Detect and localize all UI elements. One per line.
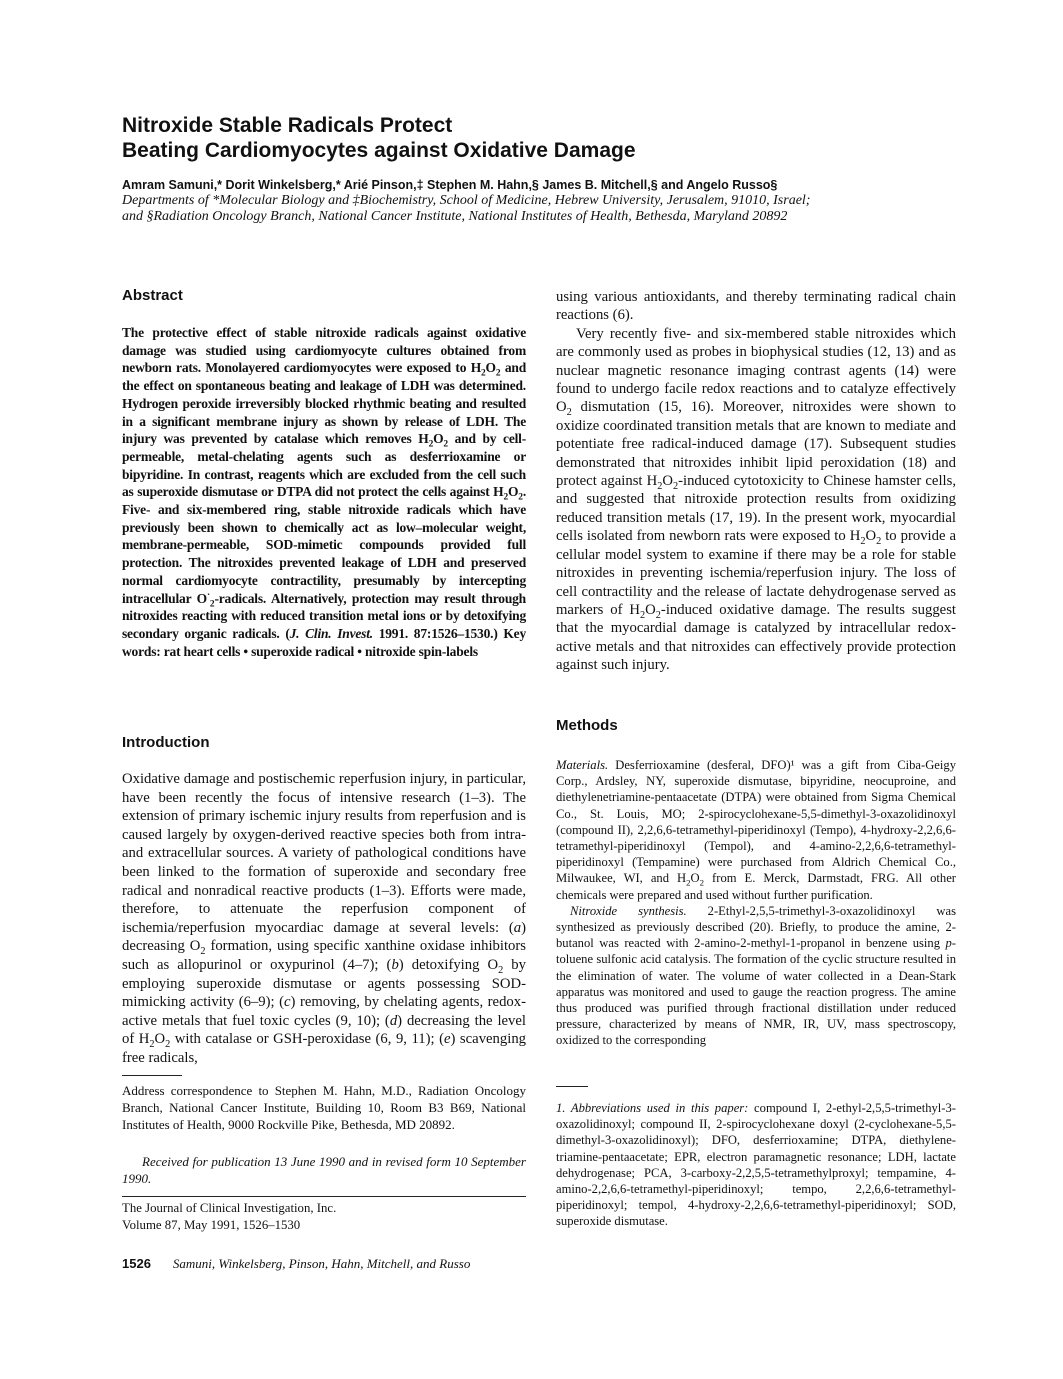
abstract-heading: Abstract [122, 287, 183, 304]
journal-volume: Volume 87, May 1991, 1526–1530 [122, 1218, 301, 1232]
methods-body [556, 757, 956, 1049]
affiliation-line-1: Departments of *Molecular Biology and ‡Biochemistry, School of Medicine, Hebrew University, Jerusalem, 91010, Israel; [122, 193, 811, 208]
paragraph-nitroxides: Very recently five- and six-membered stable nitroxides which are commonly used as probes in biophysical studies (12, 13) and as nuclear magnetic resonance imaging contrast agents (14) were found to undergo facile redox reactions and to catalyze effectively $O_2$ dismutation (15, 16). Moreover, nitroxides were shown to oxidize coordinated transition metals that are known to mediate and potentiate free radical-induced damage (17). Subsequent studies demonstrated that nitroxides inhibit lipid peroxidation (18) and protect against $H_2O_2$-induced cytotoxicity to Chinese hamster cells, and suggested that nitroxide protection results from oxidizing reduced transition metals (17, 19). In the present work, myocardial cells isolated from newborn rats were exposed to $H_2O_2$ to provide a cellular model system to examine if there may be a role for stable nitroxides in preventing ischemia/reperfusion injury. The loss of cell contractility and the release of lactate dehydrogenase served as markers of $H_2O_2$-induced oxidative damage. The results suggest that the myocardial damage is catalyzed by intracellular redox-active metals and that nitroxides can effectively provide protection against such injury. [556, 325, 957, 674]
right-column-body [556, 288, 956, 675]
footer-authors: Samuni, Winkelsberg, Pinson, Hahn, Mitchell, and Russo [172, 1256, 471, 1271]
affiliations [122, 193, 962, 225]
paragraph-continuation: using various antioxidants, and thereby terminating radical chain reactions (6). [556, 289, 956, 324]
materials-paragraph: Materials. Desferrioxamine (desferal, DFO)¹ was a gift from Ciba-Geigy Corp., Ardsley, NY, superoxide dismutase, bipyridine, neocuproine, and diethylenetriamine-pentaacetate (DTPA) were obtained from Sigma Chemical Co., St. Louis, MO; 2-spirocyclohexane-5,5-dimethyl-3-oxazolidinoxyl (compound II), 2,2,6,6-tetramethyl-piperidinoxyl (Tempo), 4-hydroxy-2,2,6,6-tetramethyl-piperidinoxyl (Tempol), and 4-amino-2,2,6,6-tetramethyl-piperidinoxyl (Tempamine) were purchased from Aldrich Chemical Co., Milwaukee, WI, and $H_2O_2$ from E. Merck, Darmstadt, FRG. All other chemicals were prepared and used without further purification. [556, 758, 957, 902]
abbreviations-footnote: 1. Abbreviations used in this paper: compound I, 2-ethyl-2,5,5-trimethyl-3-oxazolidinoxyl; compound II, 2-spirocyclohexane doxyl (2-cyclohexane-5,5-dimethyl-3-oxazolidinoxyl); DFO, desferrioxamine; DTPA, diethylene-triamine-pentaacetate; EPR, electron paramagnetic resonance; LDH, lactate dehydrogenase; PCA, 3-carboxy-2,2,5,5-tetramethylproxyl; tempamine, 4-amino-2,2,6,6-tetramethyl-piperidinoxyl; tempo, 2,2,6,6-tetramethyl-piperidinoxyl; tempol, 4-hydroxy-2,2,6,6-tetramethyl-piperidinoxyl; SOD, superoxide dismutase. [556, 1101, 956, 1229]
journal-name: The Journal of Clinical Investigation, Inc. [122, 1201, 337, 1215]
materials-label: Materials. [556, 758, 609, 772]
footnote-rule-right [556, 1086, 588, 1087]
abstract-body: The protective effect of stable nitroxide radicals against oxidative damage was studied using cardiomyocyte cultures obtained from newborn rats. Monolayered cardiomyocytes were exposed to $H_2O_2$ and the effect on spontaneous beating and leakage of LDH was determined. Hydrogen peroxide irreversibly blocked rhythmic beating and resulted in a significant membrane injury as shown by release of LDH. The injury was prevented by catalase which removes $H_2O_2$ and by cell-permeable, metal-chelating agents such as desferrioxamine or bipyridine. In contrast, reagents which are excluded from the cell such as superoxide dismutase or DTPA did not protect the cells against $H_2O_2$. Five- and six-membered ring, stable nitroxide radicals which have previously been shown to chemically act as low–molecular weight, membrane-permeable, SOD-mimetic compounds provided full protection. The nitroxides prevented leakage of LDH and preserved normal cardiomyocyte contractility, presumably by intercepting intracellular $O^\cdot_2$-radicals. Alternatively, protection may result through nitroxides reacting with reduced transition metal ions or by detoxifying secondary organic radicals. (J. Clin. Invest. 1991. 87:1526–1530.) Key words: rat heart cells • superoxide radical • nitroxide spin-labels [122, 325, 527, 659]
article-title [122, 113, 882, 163]
title-line-2: Beating Cardiomyocytes against Oxidative Damage [122, 139, 636, 162]
synthesis-paragraph: Nitroxide synthesis. 2-Ethyl-2,5,5-trimethyl-3-oxazolidinoxyl was synthesized as previously described (20). Briefly, to produce the amine, 2-butanol was reacted with 2-amino-2-methyl-1-propanol in benzene using p-toluene sulfonic acid catalysis. The formation of the cyclic structure resulted in the elimination of water. The volume of water collected in a Dean-Stark apparatus was monitored and used to gauge the reaction progress. The amine thus produced was purified through fractional distillation under reduced pressure, characterized by means of NMR, IR, UV, mass spectroscopy, oxidized to the corresponding [556, 903, 956, 1048]
footnote-rule-left [122, 1075, 182, 1076]
introduction-body: Oxidative damage and postischemic reperfusion injury, in particular, have been recently the focus of intensive research (1–3). The extension of primary ischemic injury results from reperfusion and is caused largely by oxygen-derived reactive species both from intra- and extracellular sources. A variety of pathological conditions have been linked to the formation of superoxide and secondary free radical and nonradical reactive products (1–3). Efforts were made, therefore, to attenuate the reperfusion component of ischemia/reperfusion myocardiac damage at several levels: (a) decreasing $O_2$ formation, using specific xanthine oxidase inhibitors such as allopurinol or oxypurinol (4–7); (b) detoxifying $O_2$ by employing superoxide dismutase or agents possessing SOD-mimicking activity (6–9); (c) removing, by chelating agents, redox-active metals that fuel toxic cycles (9, 10); (d) decreasing the level of $H_2O_2$ with catalase or GSH-peroxidase (6, 9, 11); (e) scavenging free radicals, [122, 771, 527, 1066]
correspondence-note: Address correspondence to Stephen M. Hahn, M.D., Radiation Oncology Branch, National Cancer Institute, Building 10, Room B3 B69, National Institutes of Health, 9000 Rockville Pike, Bethesda, MD 20892. [122, 1083, 526, 1132]
author-list: Amram Samuni,* Dorit Winkelsberg,* Arié Pinson,‡ Stephen M. Hahn,§ James B. Mitchell,§ and Angelo Russo§ [122, 178, 778, 192]
journal-info [122, 1200, 526, 1234]
introduction-heading: Introduction [122, 734, 210, 751]
synthesis-label: Nitroxide synthesis. [570, 903, 687, 918]
title-line-1: Nitroxide Stable Radicals Protect [122, 114, 453, 137]
methods-heading: Methods [556, 717, 618, 734]
page-number: 1526 [122, 1256, 151, 1271]
abbreviations-label: 1. Abbreviations used in this paper: [556, 1101, 749, 1115]
citation-journal: J. Clin. Invest. [289, 625, 373, 641]
journal-rule [122, 1196, 526, 1197]
affiliation-line-2: and §Radiation Oncology Branch, National Cancer Institute, National Institutes of Health, Bethesda, Maryland 20892 [122, 209, 788, 224]
received-note: Received for publication 13 June 1990 and in revised form 10 September 1990. [122, 1154, 526, 1186]
page-footer [122, 1256, 470, 1272]
